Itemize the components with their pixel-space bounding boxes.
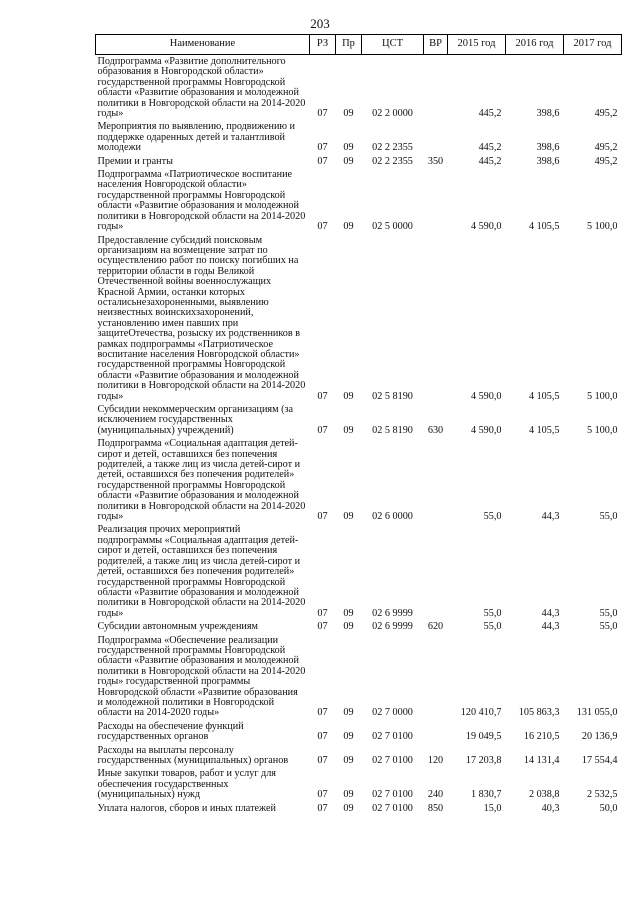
row-pr: 09 [343,155,354,167]
table-row [96,168,622,233]
header-cst: ЦСТ [362,35,424,55]
row-2016: 40,3 [541,802,560,814]
row-rz: 07 [317,731,328,743]
row-2015: 445,2 [478,108,502,120]
row-cst: 02 5 8190 [372,424,413,436]
row-cst: 02 6 0000 [372,511,413,523]
header-rz: РЗ [310,35,336,55]
row-2016: 44,3 [541,607,560,619]
table-row [96,720,622,744]
table-row [96,634,622,720]
row-pr: 09 [343,511,354,523]
row-2016: 105 863,3 [518,707,560,719]
row-2015: 1 830,7 [470,789,502,801]
table-row [96,620,622,633]
table-row [96,120,622,154]
row-pr: 09 [343,108,354,120]
row-rz: 07 [317,424,328,436]
row-2016: 44,3 [541,621,560,633]
row-2015: 4 590,0 [470,221,502,233]
row-2015: 445,2 [478,142,502,154]
row-pr: 09 [343,707,354,719]
row-2016: 14 131,4 [523,755,560,766]
row-2017: 55,0 [599,607,618,619]
row-vr: 850 [427,802,444,814]
row-2017: 131 055,0 [576,707,618,719]
table-row [96,234,622,404]
header-pr: Пр [336,35,362,55]
row-name: Реализация прочих мероприятий подпрограммы «Социальная адаптация детей-сирот и детей, оставшихся без попечения родителей, а также лиц из числа детей-сирот и детей, оставшихся без попечения родителей» государственной программы Новгородской области «Развитие образования и молодежной политики в Новгородской области на 2014-2020 годы» [97,524,306,619]
row-2017: 495,2 [594,108,618,120]
row-name: Предоставление субсидий поисковым организациям на возмещение затрат по осуществлению работ по поиску погибших на территории области в годы Великой Отечественной войны военнослужащих Красной Армии, останки которых осталисьнезахороненными, выявлению неизвестных воинскихзахоронений, установлению имен павших при защитеОтечества, розыску их родственников в рамках подпрограммы «Патриотическое воспитание населения Новгородской области» государственной программы Новгородской области «Развитие образования и молодежной политики в Новгородской области на 2014-2020 годы» [97,234,306,402]
row-name: Субсидии некоммерческим организациям (за исключением государственных (муниципальных) учреждений) [97,404,294,436]
row-name: Расходы на обеспечение функций государственных органов [97,720,244,743]
row-rz: 07 [317,607,328,619]
row-pr: 09 [343,731,354,743]
row-cst: 02 5 0000 [372,221,413,233]
row-pr: 09 [343,607,354,619]
header-vr: ВР [424,35,448,55]
row-2016: 398,6 [536,142,560,154]
row-cst: 02 2 0000 [372,108,413,120]
row-2017: 5 100,0 [586,424,618,436]
row-2016: 4 105,5 [528,221,560,233]
table-row [96,802,622,815]
row-2017: 2 532,5 [586,789,618,801]
row-pr: 09 [343,390,354,402]
table-row [96,155,622,168]
row-vr [424,523,448,620]
header-2017: 2017 год [564,35,622,55]
row-pr: 09 [343,755,354,766]
row-2015: 55,0 [483,621,502,633]
row-2015: 19 049,5 [465,731,502,743]
row-vr [424,168,448,233]
row-rz: 07 [317,802,328,814]
row-vr [424,55,448,121]
row-vr [424,120,448,154]
row-rz: 07 [317,108,328,120]
row-2015: 55,0 [483,607,502,619]
table-header-row [96,35,622,55]
row-name: Подпрограмма «Обеспечение реализации государственной программы Новгородской области «Развитие образования и молодежной политики в Новгородской области на 2014-2020 годы» государственной программы Новгородской области «Развитие образования и молодежной политики в Новгородской области на 2014-2020 годы» [97,634,306,719]
row-name: Расходы на выплаты персоналу государственных (муниципальных) органов [97,744,289,766]
table-row [96,767,622,801]
table-row [96,523,622,620]
row-rz: 07 [317,390,328,402]
row-2017: 55,0 [599,621,618,633]
row-vr: 350 [427,155,444,167]
row-2016: 2 038,8 [528,789,560,801]
row-2016: 398,6 [536,155,560,167]
table-row [96,55,622,121]
table-row [96,744,622,768]
row-2015: 4 590,0 [470,390,502,402]
row-vr [424,634,448,720]
row-2017: 5 100,0 [586,221,618,233]
row-vr [424,437,448,523]
row-cst: 02 5 8190 [372,390,413,402]
header-2016: 2016 год [506,35,564,55]
row-vr: 120 [427,755,444,766]
row-rz: 07 [317,155,328,167]
row-name: Уплата налогов, сборов и иных платежей [97,802,276,814]
row-rz: 07 [317,621,328,633]
row-vr [424,720,448,744]
table-row [96,437,622,523]
row-pr: 09 [343,221,354,233]
row-2017: 495,2 [594,142,618,154]
row-2015: 4 590,0 [470,424,502,436]
row-name: Подпрограмма «Патриотическое воспитание населения Новгородской области» государственной программы Новгородской области «Развитие образования и молодежной политики в Новгородской области на 2014-2020 годы» [97,169,306,233]
row-2017: 20 136,9 [581,731,618,743]
budget-table [95,34,622,815]
header-2015: 2015 год [448,35,506,55]
row-cst: 02 6 9999 [372,607,413,619]
row-2016: 4 105,5 [528,424,560,436]
row-name: Мероприятия по выявлению, продвижению и поддержке одаренных детей и талантливой молодежи [97,121,296,154]
row-2015: 445,2 [478,155,502,167]
row-pr: 09 [343,424,354,436]
row-2015: 120 410,7 [460,707,502,719]
row-name: Субсидии автономным учреждениям [97,621,258,633]
row-vr: 240 [427,789,444,801]
row-2017: 495,2 [594,155,618,167]
row-2017: 5 100,0 [586,390,618,402]
row-vr: 620 [427,621,444,633]
row-cst: 02 7 0000 [372,707,413,719]
row-cst: 02 7 0100 [372,755,413,766]
row-cst: 02 2 2355 [372,155,413,167]
table-row [96,403,622,437]
row-rz: 07 [317,511,328,523]
row-cst: 02 7 0100 [372,802,413,814]
row-vr: 630 [427,424,444,436]
row-2016: 16 210,5 [523,731,560,743]
row-pr: 09 [343,621,354,633]
row-2017: 17 554,4 [581,755,618,766]
row-pr: 09 [343,142,354,154]
row-name: Подпрограмма «Социальная адаптация детей-сирот и детей, оставшихся без попечения родителей, а также лиц из числа детей-сирот и детей, оставшихся без попечения родителей» государственной программы Новгородской области «Развитие образования и молодежной политики в Новгородской области на 2014-2020 годы» [97,438,306,523]
row-rz: 07 [317,142,328,154]
row-pr: 09 [343,789,354,801]
row-2016: 44,3 [541,511,560,523]
row-2015: 17 203,8 [465,755,502,766]
row-pr: 09 [343,802,354,814]
row-rz: 07 [317,755,328,766]
row-cst: 02 7 0100 [372,789,413,801]
row-2015: 15,0 [483,802,502,814]
row-rz: 07 [317,707,328,719]
row-cst: 02 7 0100 [372,731,413,743]
row-rz: 07 [317,789,328,801]
row-vr [424,234,448,404]
header-name: Наименование [96,35,310,55]
row-2016: 398,6 [536,108,560,120]
row-cst: 02 6 9999 [372,621,413,633]
page-number: 203 [310,16,330,31]
row-name: Иные закупки товаров, работ и услуг для обеспечения государственных (муниципальных) нужд [97,768,276,801]
row-2016: 4 105,5 [528,390,560,402]
row-name: Подпрограмма «Развитие дополнительного образования в Новгородской области» государственной программы Новгородской области «Развитие образования и молодежной политики в Новгородской области на 2014-2020 годы» [97,56,306,120]
row-rz: 07 [317,221,328,233]
row-2015: 55,0 [483,511,502,523]
row-2017: 50,0 [599,802,618,814]
row-name: Премии и гранты [97,155,173,167]
row-cst: 02 2 2355 [372,142,413,154]
row-2017: 55,0 [599,511,618,523]
